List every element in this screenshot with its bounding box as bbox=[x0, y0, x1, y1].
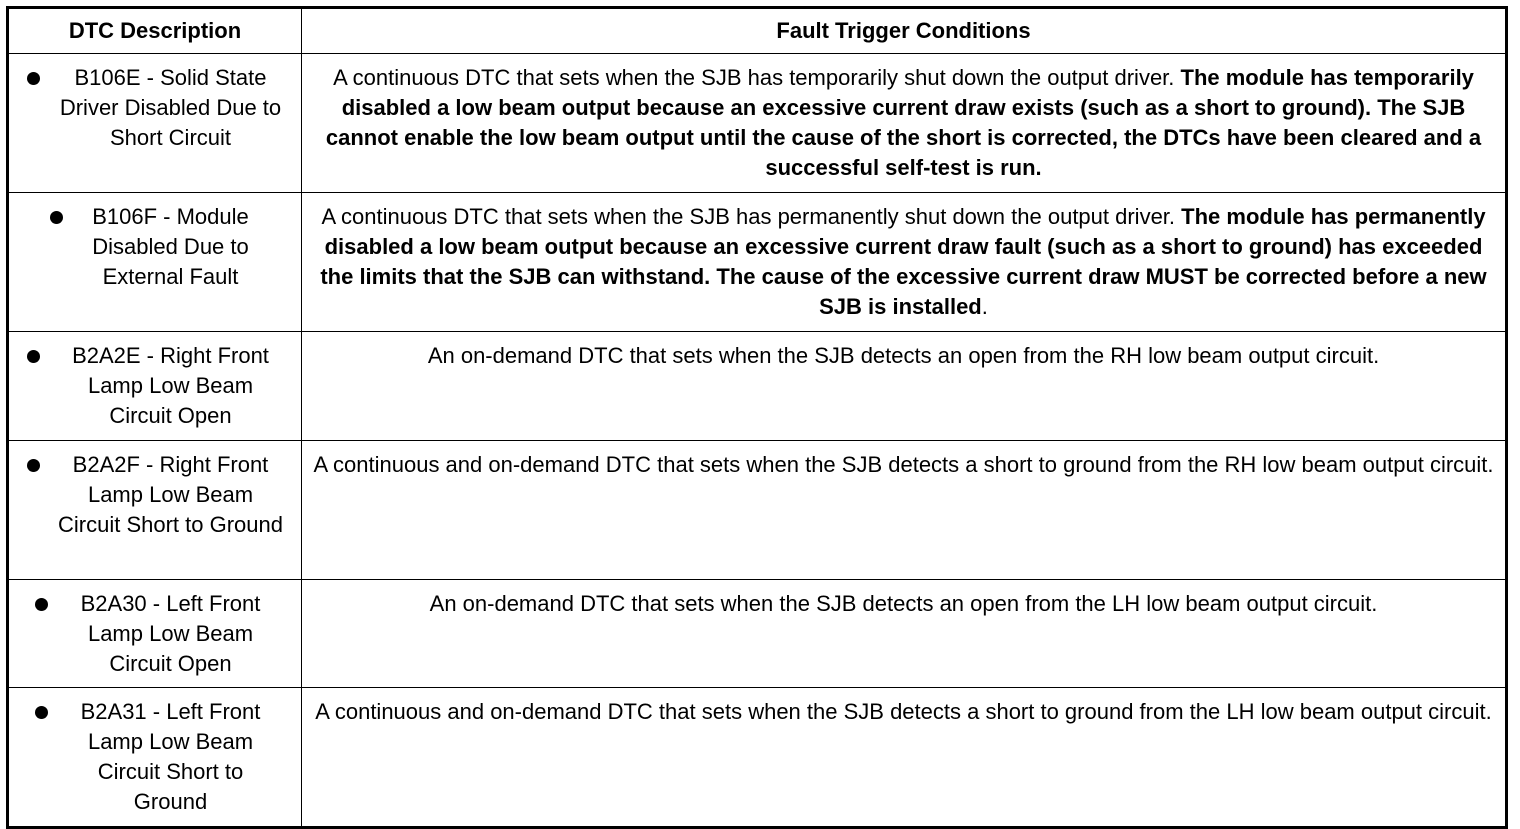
fault-trigger-cell bbox=[302, 688, 1507, 828]
header-fault-trigger-conditions: Fault Trigger Conditions bbox=[302, 8, 1507, 54]
bullet-icon bbox=[27, 459, 40, 472]
header-row bbox=[8, 8, 1507, 54]
fault-trigger-cell bbox=[302, 580, 1507, 688]
bullet-icon bbox=[35, 706, 48, 719]
dtc-list-item bbox=[17, 202, 293, 292]
dtc-description: B2A31 - Left Front Lamp Low Beam Circuit Short to Ground bbox=[80, 699, 261, 814]
fault-trigger-cell bbox=[302, 193, 1507, 332]
dtc-description: B2A2E - Right Front Lamp Low Beam Circuit Open bbox=[72, 343, 269, 428]
dtc-list-item bbox=[17, 589, 293, 679]
dtc-description: B2A30 - Left Front Lamp Low Beam Circuit Open bbox=[80, 591, 261, 676]
dtc-list-item bbox=[17, 697, 293, 817]
bullet-icon bbox=[50, 211, 63, 224]
table-row bbox=[8, 193, 1507, 332]
dtc-description: B2A2F - Right Front Lamp Low Beam Circuit Short to Ground bbox=[58, 452, 283, 537]
bullet-icon bbox=[35, 598, 48, 611]
dtc-list-item bbox=[17, 450, 293, 540]
condition-text: An on-demand DTC that sets when the SJB detects an open from the LH low beam output circuit. bbox=[429, 591, 1378, 616]
dtc-list-item bbox=[17, 63, 293, 153]
bullet-icon bbox=[27, 350, 40, 363]
condition-text: An on-demand DTC that sets when the SJB detects an open from the RH low beam output circuit. bbox=[427, 343, 1380, 368]
fault-trigger-cell bbox=[302, 332, 1507, 441]
table-row bbox=[8, 441, 1507, 580]
dtc-description-cell bbox=[8, 441, 302, 580]
table-row bbox=[8, 580, 1507, 688]
dtc-description: B106F - Module Disabled Due to External Fault bbox=[92, 204, 249, 289]
condition-emphasis: The module has permanently disabled a low beam output because an excessive current draw fault (such as a short to ground) has exceeded the limits that the SJB can withstand. The cause of the excessive current draw MUST be corrected before a new SJB is installed bbox=[320, 204, 1487, 319]
fault-trigger-cell bbox=[302, 54, 1507, 193]
dtc-description-cell bbox=[8, 580, 302, 688]
condition-emphasis: The module has temporarily disabled a low beam output because an excessive current draw exists (such as a short to ground). The SJB cannot enable the low beam output until the cause of the short is corrected, the DTCs have been cleared and a successful self-test is run. bbox=[325, 65, 1482, 180]
bullet-icon bbox=[27, 72, 40, 85]
dtc-description-cell bbox=[8, 332, 302, 441]
table-row bbox=[8, 54, 1507, 193]
fault-trigger-cell bbox=[302, 441, 1507, 580]
dtc-description: B106E - Solid State Driver Disabled Due to Short Circuit bbox=[59, 65, 282, 150]
condition-text: A continuous and on-demand DTC that sets when the SJB detects a short to ground from the LH low beam output circuit. bbox=[315, 699, 1492, 724]
dtc-description-cell bbox=[8, 193, 302, 332]
header-dtc-description: DTC Description bbox=[8, 8, 302, 54]
condition-text: A continuous DTC that sets when the SJB has temporarily shut down the output driver. bbox=[333, 65, 1181, 90]
condition-text: A continuous and on-demand DTC that sets when the SJB detects a short to ground from the RH low beam output circuit. bbox=[313, 452, 1494, 477]
condition-tail: . bbox=[981, 294, 988, 319]
dtc-description-cell bbox=[8, 54, 302, 193]
dtc-description-cell bbox=[8, 688, 302, 828]
condition-text: A continuous DTC that sets when the SJB has permanently shut down the output driver. bbox=[321, 204, 1182, 229]
dtc-list-item bbox=[17, 341, 293, 431]
dtc-table bbox=[6, 6, 1508, 829]
table-row bbox=[8, 688, 1507, 828]
table-row bbox=[8, 332, 1507, 441]
